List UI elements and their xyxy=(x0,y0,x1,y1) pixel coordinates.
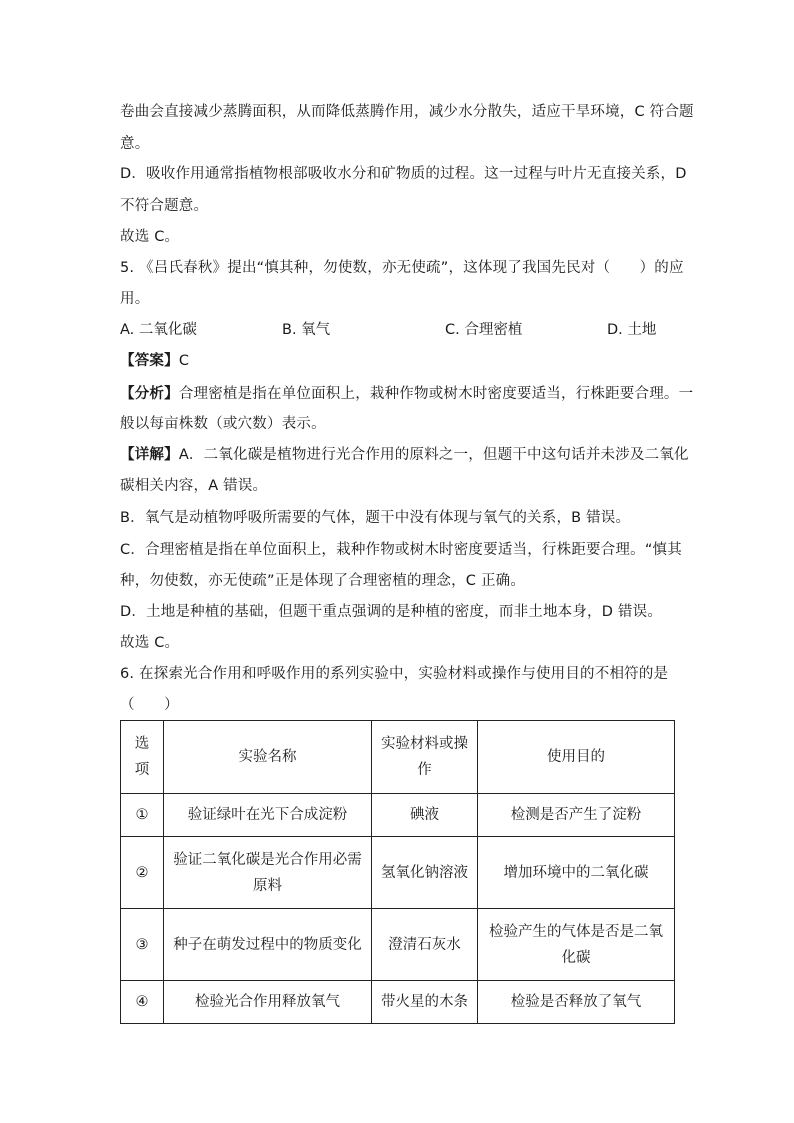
question-6-stem: 6. 在探索光合作用和呼吸作用的系列实验中，实验材料或操作与使用目的不相符的是 xyxy=(120,666,669,682)
table-cell: 检测是否产生了淀粉 xyxy=(478,794,675,837)
question-5-stem-cont: 用。 xyxy=(120,291,150,307)
question-5-options xyxy=(120,319,680,341)
detail-text: A．二氧化碳是植物进行光合作用的原料之一，但题干中这句话并未涉及二氧化 xyxy=(178,447,689,463)
table-header-cell xyxy=(372,721,478,794)
answer-value: C xyxy=(178,353,190,369)
table-cell: 增加环境中的二氧化碳 xyxy=(478,837,675,909)
table-row xyxy=(121,981,675,1024)
detail-line xyxy=(120,444,689,466)
table-cell: ③ xyxy=(121,909,164,981)
detail-line: D．土地是种植的基础，但题干重点强调的是种植的密度，而非土地本身，D 错误。 xyxy=(120,604,663,620)
text-line: 不符合题意。 xyxy=(120,198,209,214)
detail-line: B．氧气是动植物呼吸所需要的气体，题干中没有体现与氧气的关系，B 错误。 xyxy=(120,510,631,526)
table-cell: ① xyxy=(121,794,164,837)
table-cell: 验证二氧化碳是光合作用必需 原料 xyxy=(164,837,372,909)
text-line: 意。 xyxy=(120,136,150,152)
answer-line xyxy=(120,350,189,372)
table-header-row xyxy=(121,721,675,794)
table-cell: 检验光合作用释放氧气 xyxy=(164,981,372,1024)
analysis-label: 【分析】 xyxy=(120,386,179,402)
header-experiment-text: 实验名称 xyxy=(238,749,297,765)
table-cell: 澄清石灰水 xyxy=(372,909,478,981)
table-header-cell xyxy=(164,721,372,794)
header-purpose-text: 使用目的 xyxy=(547,749,605,765)
option-d: D. 土地 xyxy=(607,322,657,338)
table-cell: 氢氧化钠溶液 xyxy=(372,837,478,909)
table-row xyxy=(121,837,675,909)
text-line: D．吸收作用通常指植物根部吸收水分和矿物质的过程。这一过程与叶片无直接关系，D xyxy=(120,166,687,182)
detail-line: 种，勿使数，亦无使疏”正是体现了合理密植的理念，C 正确。 xyxy=(120,573,526,589)
table-header-cell xyxy=(478,721,675,794)
detail-line: 故选 C。 xyxy=(120,635,180,651)
text-line: 故选 C。 xyxy=(120,229,180,245)
option-a: A. 二氧化碳 xyxy=(120,322,197,338)
analysis-line xyxy=(120,383,693,405)
table-cell: 检验产生的气体是否是二氧 化碳 xyxy=(478,909,675,981)
text-line: 卷曲会直接减少蒸腾面积，从而降低蒸腾作用，减少水分散失，适应干旱环境，C 符合题 xyxy=(120,104,694,120)
table-cell: ④ xyxy=(121,981,164,1024)
header-option-text: 选 项 xyxy=(134,736,150,778)
table-cell: ② xyxy=(121,837,164,909)
answer-label: 【答案】 xyxy=(120,353,179,369)
table-header-cell xyxy=(121,721,164,794)
option-b: B. 氧气 xyxy=(282,322,331,338)
question-5-stem: 5. 《吕氏春秋》提出“慎其种，勿使数，亦无使疏”，这体现了我国先民对（ ）的应 xyxy=(120,260,684,276)
experiment-table xyxy=(120,720,675,1024)
question-6-bracket: （ ） xyxy=(120,697,179,713)
table-cell: 带火星的木条 xyxy=(372,981,478,1024)
table-cell: 验证绿叶在光下合成淀粉 xyxy=(164,794,372,837)
table-cell: 种子在萌发过程中的物质变化 xyxy=(164,909,372,981)
table-cell: 检验是否释放了氧气 xyxy=(478,981,675,1024)
table-row xyxy=(121,909,675,981)
table-row xyxy=(121,794,675,837)
analysis-text: 合理密植是指在单位面积上，栽种作物或树木时密度要适当，行株距要合理。一 xyxy=(178,386,694,402)
table-cell: 碘液 xyxy=(372,794,478,837)
detail-label: 【详解】 xyxy=(120,447,179,463)
analysis-line: 般以每亩株数（或穴数）表示。 xyxy=(120,416,326,432)
header-material-text: 实验材料或操 作 xyxy=(381,736,468,778)
detail-line: C．合理密植是指在单位面积上，栽种作物或树木时密度要适当，行株距要合理。“慎其 xyxy=(120,542,682,558)
option-c: C. 合理密植 xyxy=(445,322,523,338)
detail-line: 碳相关内容，A 错误。 xyxy=(120,478,268,494)
